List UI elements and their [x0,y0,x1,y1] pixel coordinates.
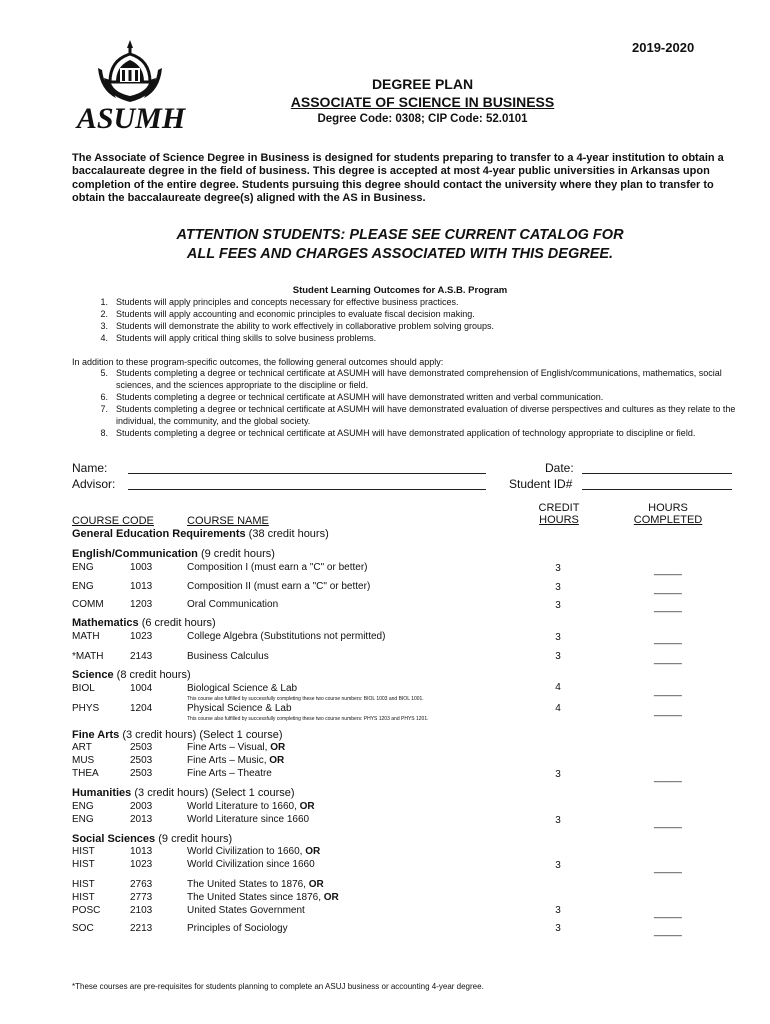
hours-completed-blank[interactable]: _____ [654,565,682,576]
table-row: *MATH [72,651,104,662]
hours-completed-blank[interactable]: _____ [654,634,682,645]
hours-completed-blank[interactable]: _____ [654,772,682,783]
list-item: Students will apply critical thing skills to solve business problems. [116,333,377,343]
logo-text: ASUMH [76,102,186,134]
degree-name: ASSOCIATE OF SCIENCE IN BUSINESS [290,94,555,110]
table-row: HIST [72,879,95,890]
table-row: POSC [72,905,101,916]
list-item: Students will apply principles and concepts necessary for effective business practices. [116,297,459,307]
course-note: This course also fulfilled by successfully completing these two course numbers: PHYS 1203 and PHYS 1201. [187,716,429,722]
list-item: Students will apply accounting and economic principles to evaluate fiscal decision making. [116,309,475,319]
table-row: SOC [72,923,94,934]
table-row: ART [72,742,92,753]
credit-hours-header: CREDIT HOURS [538,502,580,526]
hours-completed-blank[interactable]: _____ [654,926,682,937]
course-code-header: COURSE CODE [72,515,154,527]
list-item: Students completing a degree or technical certificate at ASUMH will have demonstrated written and verbal communication. [116,392,604,402]
table-row: HIST [72,846,95,857]
table-row: ENG [72,801,94,812]
list-item: Students will demonstrate the ability to work effectively in collaborative problem solving groups. [116,321,495,331]
table-row: COMM [72,599,104,610]
attention-notice: ATTENTION STUDENTS: PLEASE SEE CURRENT CATALOG FOR ALL FEES AND CHARGES ASSOCIATED WITH THIS DEGREE. [176,227,624,262]
hours-completed-blank[interactable]: _____ [654,706,682,717]
table-row: ENG [72,581,94,592]
intro-paragraph: The Associate of Science Degree in Business is designed for students preparing to transfer to a 4-year institution to obtain a baccalaureate degree in the field of business. This degree is accepted at most 4-year public universities in Arkansas upon completion of the entire degree. Students pursuing this degree should contact the university where they plan to transfer to obtain the baccalaureate degree(s) aligned with the AS in Business. [72,152,724,205]
date-label: Date: [545,461,574,475]
table-row: HIST [72,859,95,870]
table-row: BIOL [72,683,95,694]
outcomes-title: Student Learning Outcomes for A.S.B. Program [292,285,508,296]
section-humanities: Humanities (3 credit hours) (Select 1 course) [72,787,295,799]
hours-completed-blank[interactable]: _____ [654,818,682,829]
table-row: THEA [72,768,99,779]
table-row: MATH [72,631,100,642]
program-outcomes-list: 1. Students will apply principles and concepts necessary for effective business practices. 2. Students will apply accounting and economic principles to evaluate fiscal decision making. 3. Students will demonstrate the ability to work effectively in collaborative problem solving groups. 4. Students will apply critical thing skills to solve business problems. [70,297,750,345]
date-field[interactable] [582,473,732,474]
plan-year: 2019-2020 [632,40,695,55]
table-row: MUS [72,755,95,766]
hours-completed-blank[interactable]: _____ [654,584,682,595]
course-note: This course also fulfilled by successfully completing these two course numbers: BIOL 1003 and BIOL 1001. [187,696,424,702]
section-math: Mathematics (6 credit hours) [72,617,216,629]
list-item: Students completing a degree or technical certificate at ASUMH will have demonstrated comprehension of English/communications, mathematics, social sciences, and the sciences appropriate to the discipline or field. [116,368,722,390]
section-fine-arts: Fine Arts (3 credit hours) (Select 1 course) [72,729,283,741]
general-outcomes-list: 5. Students completing a degree or technical certificate at ASUMH will have demonstrated comprehension of English/communications, mathematics, social sciences, and the sciences appropriate to the discipline or field. 6. Students completing a degree or technical certificate at ASUMH will have demonstrated written and verbal communication. 7. Students completing a degree or technical certificate at ASUMH will have demonstrated evaluation of diverse perspectives and cultures as they relate to the individual, the community, and the global society. 8. Students completing a degree or technical certificate at ASUMH will have demonstrated application of technology appropriate to discipline or field. [100,368,736,438]
advisor-label: Advisor: [72,477,116,491]
section-science: Science (8 credit hours) [72,669,191,681]
page-title: DEGREE PLAN [371,76,474,92]
section-english: English/Communication (9 credit hours) [72,548,275,560]
list-item: Students completing a degree or technical certificate at ASUMH will have demonstrated application of technology appropriate to discipline or field. [116,428,696,438]
hours-completed-blank[interactable]: _____ [654,908,682,919]
gen-ed-heading: General Education Requirements (38 credit hours) [72,528,329,540]
hours-completed-blank[interactable]: _____ [654,602,682,613]
hours-completed-blank[interactable]: _____ [654,686,682,697]
table-row: PHYS [72,703,100,714]
table-row: ENG [72,814,94,825]
section-social-sciences: Social Sciences (9 credit hours) [72,833,233,845]
student-id-label: Student ID# [509,477,573,491]
course-name-header: COURSE NAME [187,515,269,527]
name-field[interactable] [128,473,486,474]
hours-completed-blank[interactable]: _____ [654,654,682,665]
hours-completed-blank[interactable]: _____ [654,863,682,874]
advisor-field[interactable] [128,489,486,490]
table-row: ENG [72,562,94,573]
table-row: HIST [72,892,95,903]
list-item: Students completing a degree or technical certificate at ASUMH will have demonstrated evaluation of diverse perspectives and cultures as they relate to the individual, the community, and the global society. [116,404,736,426]
general-outcomes-intro: In addition to these program-specific outcomes, the following general outcomes should apply: [72,357,444,367]
name-label: Name: [72,461,108,475]
degree-codes: Degree Code: 0308; CIP Code: 52.0101 [317,113,528,125]
student-id-field[interactable] [582,489,732,490]
footnote: *These courses are pre-requisites for students planning to complete an ASUJ business or accounting 4-year degree. [72,982,484,991]
hours-completed-header: HOURS COMPLETED [633,502,703,526]
